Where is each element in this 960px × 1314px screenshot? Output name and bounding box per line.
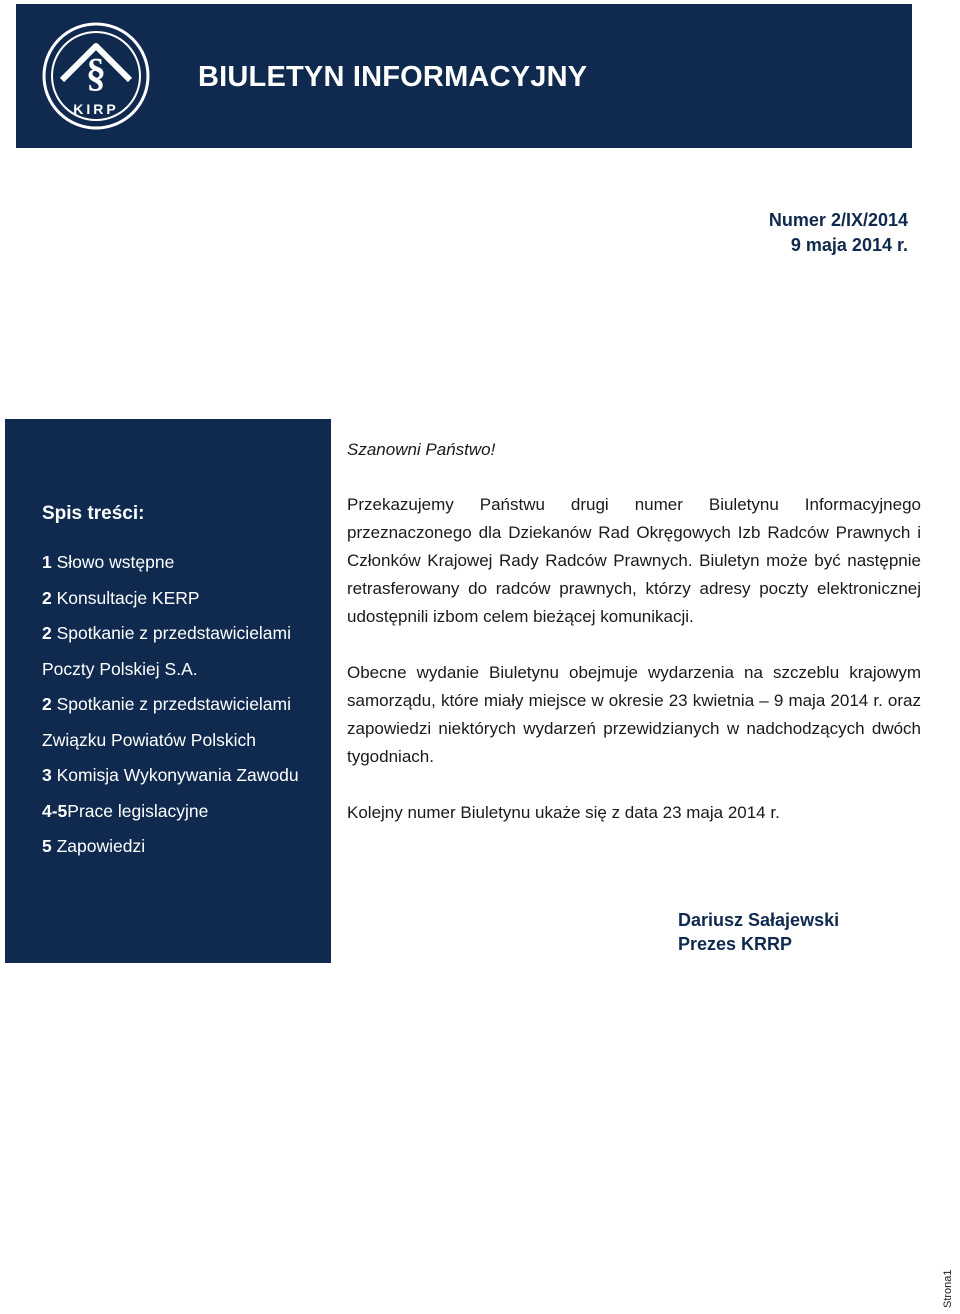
toc-item-number: 5 (42, 836, 52, 856)
toc-item-label: Związku Powiatów Polskich (42, 729, 256, 750)
toc-item-number: 2 (42, 694, 52, 714)
table-of-contents (5, 419, 331, 963)
signature (678, 908, 839, 956)
toc-item-number: 1 (42, 552, 52, 572)
toc-item-number: 2 (42, 623, 52, 643)
toc-item (42, 545, 327, 581)
toc-item (42, 652, 327, 688)
toc-item (42, 758, 327, 794)
toc-item (42, 616, 327, 652)
issue-number: Numer 2/IX/2014 (768, 210, 908, 230)
issue-date: 9 maja 2014 r. (790, 235, 908, 255)
toc-item-number: 2 (42, 587, 52, 608)
toc-item-number: 3 (42, 765, 52, 785)
signature-role: Prezes KRRP (678, 934, 793, 954)
toc-item-label: Poczty Polskiej S.A. (42, 658, 198, 679)
toc-list (42, 545, 327, 865)
kirp-logo-icon (42, 22, 150, 130)
toc-item-label: Konsultacje KERP (51, 587, 200, 608)
logo-text: KIRP (73, 101, 119, 117)
toc-item (42, 794, 327, 830)
bulletin-title: BIULETYN INFORMACYJNY (198, 61, 588, 93)
letter-paragraph: Przekazujemy Państwu drugi numer Biuletynu Informacyjnego przeznaczonego dla Dziekanów Rad Okręgowych Izb Radców Prawnych i Członków Krajowej Rady Radców Prawnych. Biuletyn może być następnie retrasferowany do radców prawnych, którzy adresy poczty elektronicznej udostępnili izbom celem bieżącej komunikacji. (347, 495, 921, 626)
toc-item-label: Prace legislacyjne (67, 800, 209, 821)
toc-item-label: Spotkanie z przedstawicielami (51, 623, 292, 643)
toc-item-label: Zapowiedzi (51, 836, 146, 856)
header-banner (16, 4, 912, 148)
toc-item (42, 687, 327, 723)
toc-item (42, 829, 327, 865)
toc-item-number: 4-5 (42, 800, 68, 821)
letter-body (347, 436, 921, 827)
toc-item-label: Słowo wstępne (51, 552, 175, 572)
salutation: Szanowni Państwo! (347, 440, 496, 459)
toc-item-label: Komisja Wykonywania Zawodu (51, 765, 299, 785)
toc-item (42, 581, 327, 617)
letter-paragraph: Kolejny numer Biuletynu ukaże się z data 23 maja 2014 r. (347, 803, 780, 822)
logo-symbol: § (86, 50, 106, 95)
letter-paragraph: Obecne wydanie Biuletynu obejmuje wydarzenia na szczeblu krajowym samorządu, które miały miejsce w okresie 23 kwietnia – 9 maja 2014 r. oraz zapowiedzi niektórych wydarzeń przewidzianych w nadchodzących dwóch tygodniach. (347, 663, 921, 766)
toc-item (42, 723, 327, 759)
page-number: Strona1 (942, 1269, 954, 1308)
signature-name: Dariusz Sałajewski (678, 910, 840, 930)
toc-item-label: Spotkanie z przedstawicielami (51, 694, 292, 714)
issue-info (769, 208, 908, 258)
toc-title: Spis treści: (42, 503, 145, 524)
